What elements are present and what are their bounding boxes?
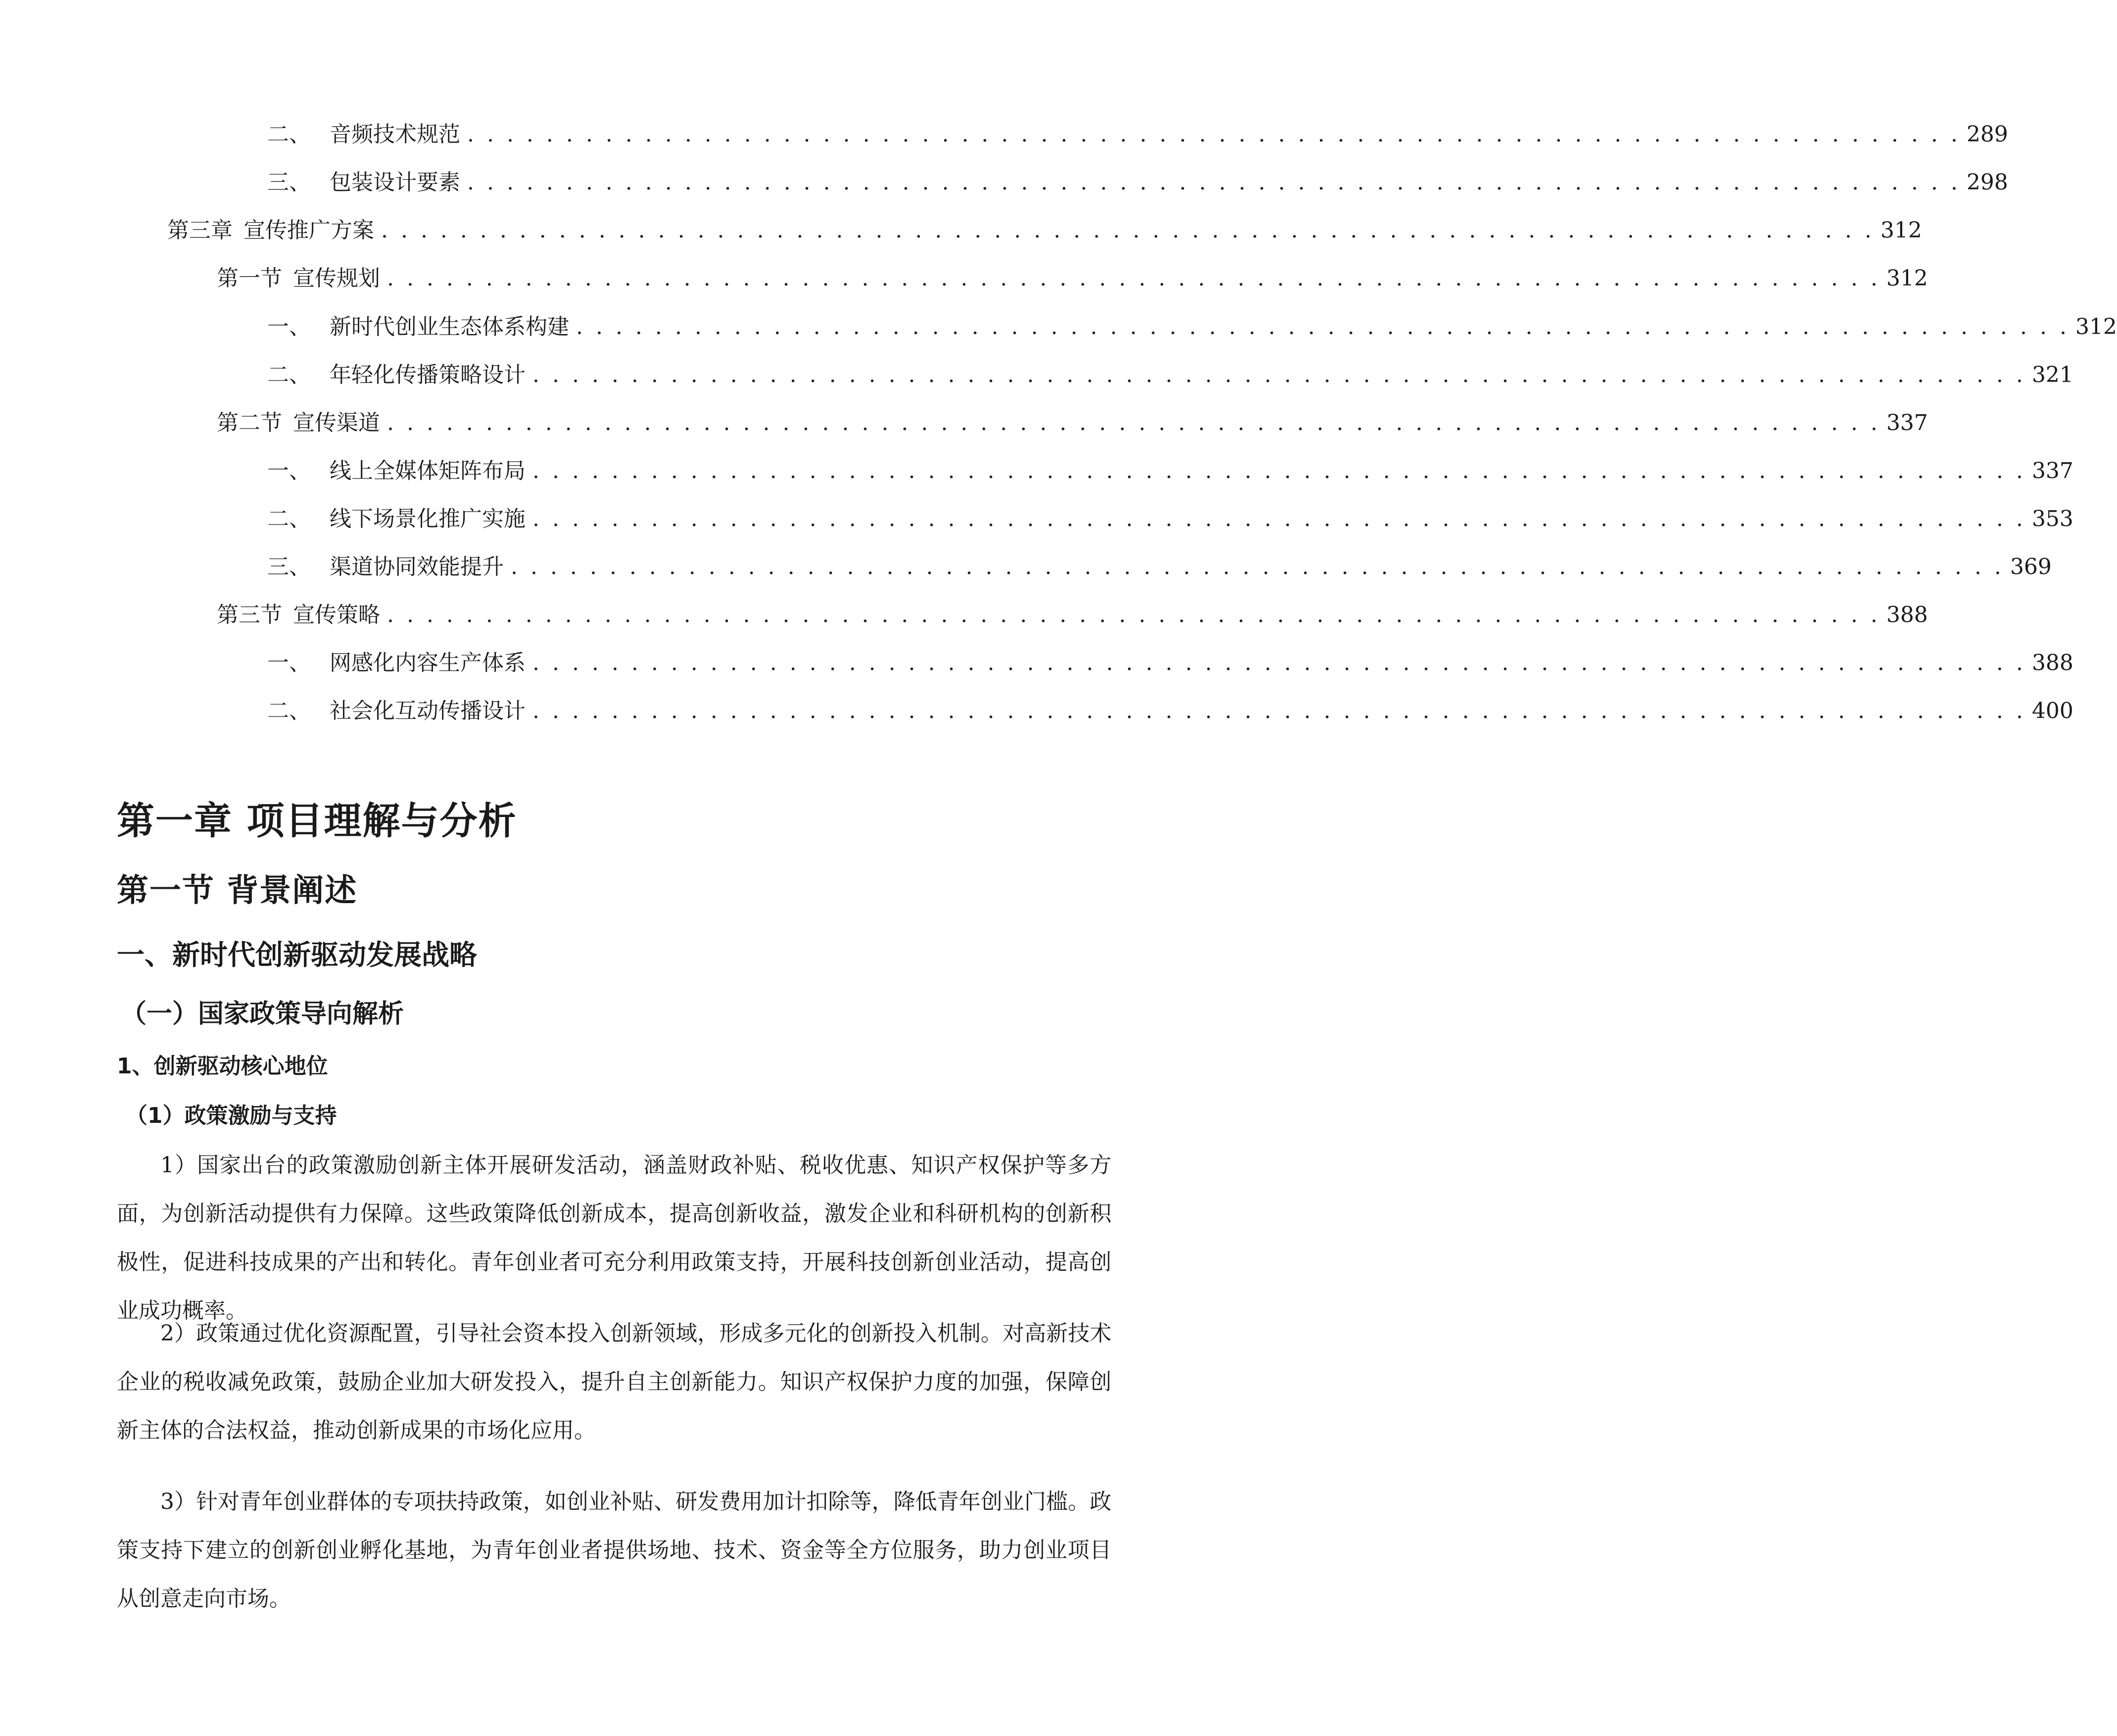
toc-title: 线上全媒体矩阵布局 (330, 458, 526, 483)
toc-label (267, 550, 504, 584)
toc-title: 宣传策略 (293, 602, 380, 627)
toc-leader-dots: . . . . . . . . . . . . . . . . . . . . . . . . . . . . . . . . . . . . . . . . . . . . . . . . . . . . . . . . . . . . . . . . . . . . . . . . . . . . (532, 362, 2026, 387)
toc-leader-dots: . . . . . . . . . . . . . . . . . . . . . . . . . . . . . . . . . . . . . . . . . . . . . . . . . . . . . . . . . . . . . . . . . . . . . . . . . . . . (532, 650, 2026, 675)
toc-title: 线下场景化推广实施 (330, 506, 526, 531)
toc-title: 宣传渠道 (293, 410, 380, 435)
toc-label (267, 117, 460, 152)
toc-prefix: 二、 (267, 362, 311, 387)
toc-entry[interactable] (267, 454, 2073, 488)
subtopic-heading: （1）政策激励与支持 (126, 1103, 337, 1128)
toc-label (217, 261, 380, 296)
toc-leader-dots: . . . . . . . . . . . . . . . . . . . . . . . . . . . . . . . . . . . . . . . . . . . . . . . . . . . . . . . . . . . . . . . . . . . . . . . . . . . . (532, 506, 2026, 531)
toc-prefix: 第三节 (217, 602, 282, 627)
toc-title: 网感化内容生产体系 (330, 650, 526, 675)
toc-entry[interactable] (267, 165, 2008, 200)
toc-title: 年轻化传播策略设计 (330, 362, 526, 387)
toc-page-number: 369 (2010, 554, 2052, 579)
toc-leader-dots: . . . . . . . . . . . . . . . . . . . . . . . . . . . . . . . . . . . . . . . . . . . . . . . . . . . . . . . . . . . . . . . . . . . . . . . . . . . . (467, 122, 1961, 147)
toc-entry[interactable] (267, 646, 2073, 680)
toc-prefix: 一、 (267, 458, 311, 483)
toc-label (267, 694, 526, 728)
toc-page-number: 353 (2031, 506, 2073, 531)
section-heading: 第一节 背景阐述 (117, 872, 358, 909)
toc-label (267, 502, 526, 536)
topic-heading: 1、创新驱动核心地位 (117, 1054, 328, 1079)
toc-label (217, 598, 380, 632)
toc-prefix: 二、 (267, 506, 311, 531)
toc-entry[interactable] (217, 261, 1928, 296)
toc-label (267, 165, 460, 200)
toc-entry[interactable] (217, 406, 1928, 440)
toc-label (267, 310, 569, 344)
toc-page-number: 312 (1880, 218, 1922, 243)
toc-page-number: 321 (2031, 362, 2073, 387)
toc-label (267, 358, 526, 392)
toc-entry[interactable] (217, 598, 1928, 632)
toc-page-number: 388 (2031, 650, 2073, 675)
toc-label (217, 406, 380, 440)
policy-heading: （一）国家政策导向解析 (121, 999, 404, 1029)
toc-title: 包装设计要素 (330, 170, 460, 195)
toc-leader-dots: . . . . . . . . . . . . . . . . . . . . . . . . . . . . . . . . . . . . . . . . . . . . . . . . . . . . . . . . . . . . . . . . . . . . . . . . . . . . (576, 314, 2069, 339)
toc-page-number: 298 (1966, 170, 2008, 195)
toc-leader-dots: . . . . . . . . . . . . . . . . . . . . . . . . . . . . . . . . . . . . . . . . . . . . . . . . . . . . . . . . . . . . . . . . . . . . . . . . . . . . (511, 554, 2004, 579)
toc-entry[interactable] (267, 310, 2117, 344)
toc-prefix: 一、 (267, 314, 311, 339)
toc-prefix: 二、 (267, 698, 311, 723)
toc-prefix: 第二节 (217, 410, 282, 435)
body-paragraph: 1）国家出台的政策激励创新主体开展研发活动，涵盖财政补贴、税收优惠、知识产权保护等多方面，为创新活动提供有力保障。这些政策降低创新成本，提高创新收益，激发企业和科研机构的创新积极性，促进科技成果的产出和转化。青年创业者可充分利用政策支持，开展科技创新创业活动，提高创业成功概率。 (117, 1153, 1111, 1323)
toc-label (267, 454, 526, 488)
toc-entry[interactable] (167, 213, 1922, 248)
toc-prefix: 一、 (267, 650, 311, 675)
toc-prefix: 二、 (267, 122, 311, 147)
toc-title: 宣传推广方案 (243, 218, 374, 243)
toc-leader-dots: . . . . . . . . . . . . . . . . . . . . . . . . . . . . . . . . . . . . . . . . . . . . . . . . . . . . . . . . . . . . . . . . . . . . . . . . . . . . (467, 170, 1961, 195)
toc-entry[interactable] (267, 694, 2073, 728)
toc-leader-dots: . . . . . . . . . . . . . . . . . . . . . . . . . . . . . . . . . . . . . . . . . . . . . . . . . . . . . . . . . . . . . . . . . . . . . . . . . . . . (381, 218, 1875, 243)
toc-leader-dots: . . . . . . . . . . . . . . . . . . . . . . . . . . . . . . . . . . . . . . . . . . . . . . . . . . . . . . . . . . . . . . . . . . . . . . . . . . . . (532, 698, 2026, 723)
toc-title: 音频技术规范 (330, 122, 460, 147)
toc-entry[interactable] (267, 550, 2052, 584)
toc-leader-dots: . . . . . . . . . . . . . . . . . . . . . . . . . . . . . . . . . . . . . . . . . . . . . . . . . . . . . . . . . . . . . . . . . . . . . . . . . . . . (532, 458, 2026, 483)
toc-page-number: 388 (1886, 602, 1928, 627)
toc-title: 社会化互动传播设计 (330, 698, 526, 723)
toc-prefix: 第三章 (167, 218, 233, 243)
toc-prefix: 三、 (267, 554, 311, 579)
toc-title: 渠道协同效能提升 (330, 554, 504, 579)
subsection-heading: 一、新时代创新驱动发展战略 (117, 939, 477, 971)
toc-title: 宣传规划 (293, 266, 380, 291)
toc-leader-dots: . . . . . . . . . . . . . . . . . . . . . . . . . . . . . . . . . . . . . . . . . . . . . . . . . . . . . . . . . . . . . . . . . . . . . . . . . . . . (387, 266, 1880, 291)
body-paragraph: 2）政策通过优化资源配置，引导社会资本投入创新领域，形成多元化的创新投入机制。对高新技术企业的税收减免政策，鼓励企业加大研发投入，提升自主创新能力。知识产权保护力度的加强，保障创新主体的合法权益，推动创新成果的市场化应用。 (117, 1321, 1111, 1443)
toc-label (267, 646, 526, 680)
chapter-heading: 第一章 项目理解与分析 (117, 799, 517, 843)
toc-leader-dots: . . . . . . . . . . . . . . . . . . . . . . . . . . . . . . . . . . . . . . . . . . . . . . . . . . . . . . . . . . . . . . . . . . . . . . . . . . . . (387, 410, 1880, 435)
toc-leader-dots: . . . . . . . . . . . . . . . . . . . . . . . . . . . . . . . . . . . . . . . . . . . . . . . . . . . . . . . . . . . . . . . . . . . . . . . . . . . . (387, 602, 1880, 627)
toc-prefix: 三、 (267, 170, 311, 195)
toc-page-number: 337 (1886, 410, 1928, 435)
toc-entry[interactable] (267, 117, 2008, 152)
toc-entry[interactable] (267, 358, 2073, 392)
body-paragraph: 3）针对青年创业群体的专项扶持政策，如创业补贴、研发费用加计扣除等，降低青年创业门槛。政策支持下建立的创新创业孵化基地，为青年创业者提供场地、技术、资金等全方位服务，助力创业项目从创意走向市场。 (117, 1489, 1111, 1611)
toc-title: 新时代创业生态体系构建 (330, 314, 569, 339)
toc-page-number: 337 (2031, 458, 2073, 483)
toc-prefix: 第一节 (217, 266, 282, 291)
toc-page-number: 312 (2075, 314, 2117, 339)
toc-entry[interactable] (267, 502, 2073, 536)
toc-page-number: 289 (1966, 122, 2008, 147)
toc-page-number: 400 (2031, 698, 2073, 723)
toc-label (167, 213, 374, 248)
toc-page-number: 312 (1886, 266, 1928, 291)
